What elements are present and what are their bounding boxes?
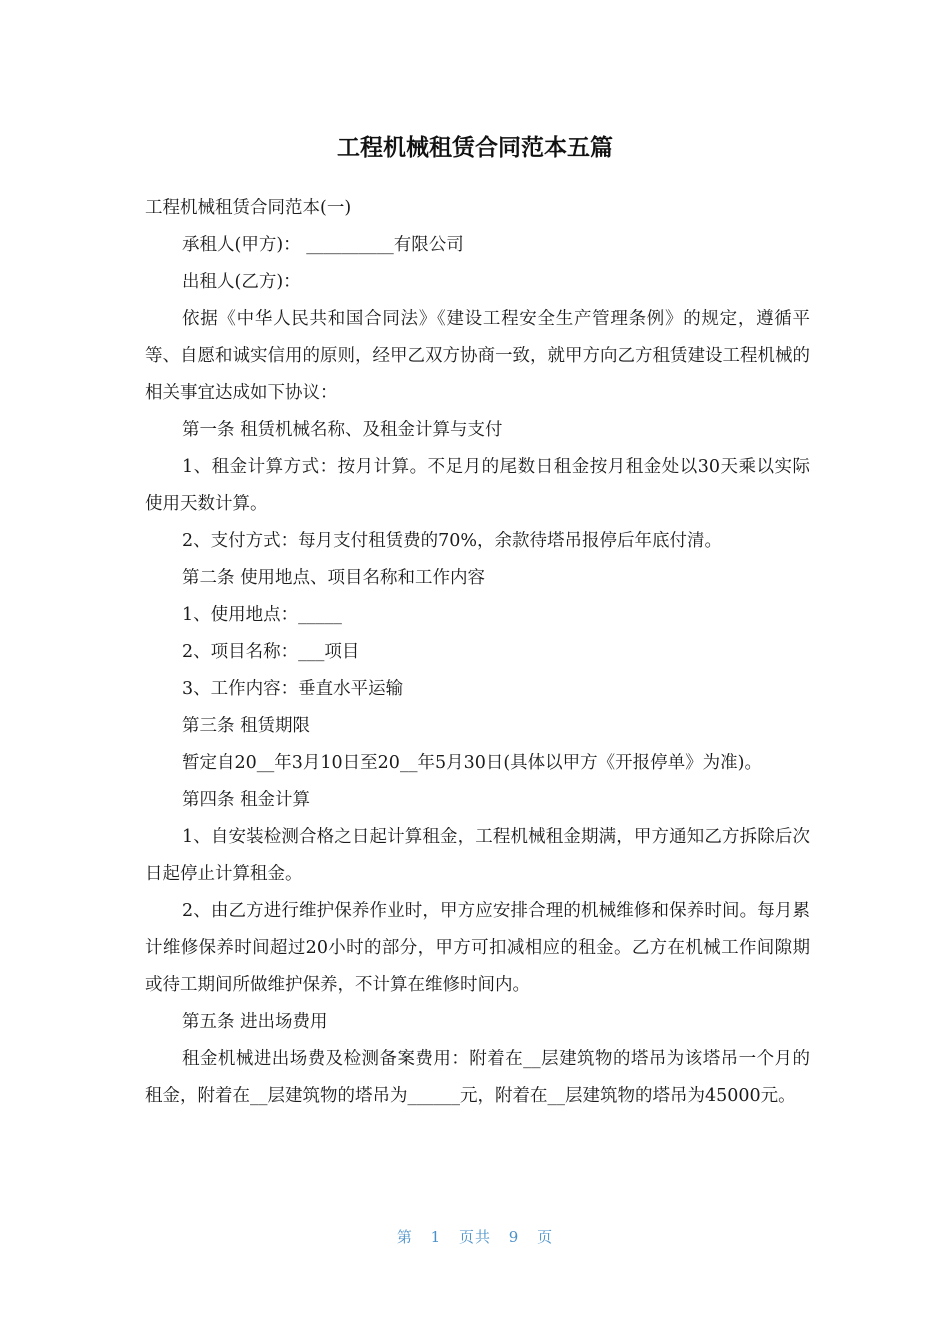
paragraph-rent-start: 1、自安装检测合格之日起计算租金，工程机械租金期满，甲方通知乙方拆除后次日起停止计算租金。 <box>145 827 810 884</box>
paragraph-basis: 依据《中华人民共和国合同法》《建设工程安全生产管理条例》的规定，遵循平等、自愿和诚实信用的原则，经甲乙双方协商一致，就甲方向乙方租赁建设工程机械的相关事宜达成如下协议： <box>145 309 810 403</box>
paragraph-entry-exit-fees: 租金机械进出场费及检测备案费用：附着在__层建筑物的塔吊为该塔吊一个月的租金，附着在__层建筑物的塔吊为______元，附着在__层建筑物的塔吊为45000元。 <box>145 1049 810 1106</box>
section-subtitle: 工程机械租赁合同范本(一) <box>145 198 352 218</box>
paragraph-usage-location: 1、使用地点：_____ <box>182 605 342 625</box>
paragraph-lessee: 承租人(甲方)： __________有限公司 <box>182 235 464 255</box>
article-3-heading: 第三条 租赁期限 <box>182 716 311 736</box>
page-number-footer: 第 1 页共 9 页 <box>396 1228 554 1246</box>
paragraph-rent-calculation-method: 1、租金计算方式：按月计算。不足月的尾数日租金按月租金处以30天乘以实际使用天数计算。 <box>145 457 810 514</box>
paragraph-payment-method: 2、支付方式：每月支付租赁费的70%，余款待塔吊报停后年底付清。 <box>182 531 723 551</box>
document-title: 工程机械租赁合同范本五篇 <box>337 135 613 161</box>
paragraph-lessor: 出租人(乙方)： <box>182 272 301 292</box>
article-2-heading: 第二条 使用地点、项目名称和工作内容 <box>182 568 486 588</box>
document-body <box>145 190 810 1115</box>
paragraph-maintenance: 2、由乙方进行维护保养作业时，甲方应安排合理的机械维修和保养时间。每月累计维修保养时间超过20小时的部分，甲方可扣减相应的租金。乙方在机械工作间隙期或待工期间所做维护保养，不计算在维修时间内。 <box>145 901 810 995</box>
article-5-heading: 第五条 进出场费用 <box>182 1012 328 1032</box>
article-1-heading: 第一条 租赁机械名称、及租金计算与支付 <box>182 420 503 440</box>
paragraph-lease-term: 暂定自20__年3月10日至20__年5月30日(具体以甲方《开报停单》为准)。 <box>182 753 762 773</box>
paragraph-project-name: 2、项目名称：___项目 <box>182 642 360 662</box>
paragraph-work-content: 3、工作内容：垂直水平运输 <box>182 679 404 699</box>
article-4-heading: 第四条 租金计算 <box>182 790 311 810</box>
